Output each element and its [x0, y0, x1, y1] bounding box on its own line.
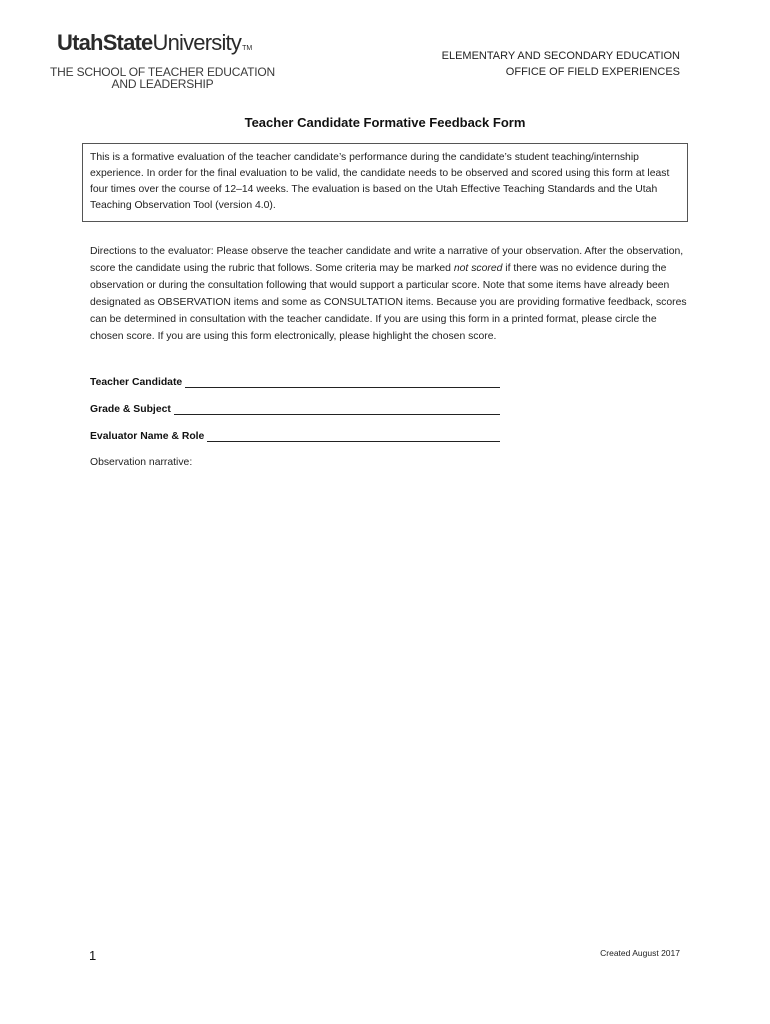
directions-text-part1: Directions to the evaluator: Please observe the teacher candidate and write a narrative of your observation. After the observation, score the candidate using the rubric that follows. Some criteria may be marked	[90, 246, 684, 274]
evaluator-input-line[interactable]	[207, 429, 500, 442]
grade-subject-field	[90, 402, 500, 415]
intro-box: This is a formative evaluation of the teacher candidate’s performance during the candidate’s student teaching/internship experience. In order for the final evaluation to be valid, the candidate needs to be observed and scored using this form at least four times over the course of 12–14 weeks. The evaluation is based on the Utah Effective Teaching Standards and the Utah Teaching Observation Tool (version 4.0).	[82, 143, 688, 222]
logo-school-name	[50, 66, 275, 90]
teacher-candidate-label: Teacher Candidate	[90, 377, 183, 388]
page-number: 1	[89, 948, 97, 963]
header-department: ELEMENTARY AND SECONDARY EDUCATION	[441, 50, 680, 62]
directions-emphasis: not scored	[453, 263, 503, 274]
directions-text-part2: if there was no evidence during the observation or during the consultation following that would support a particular score. Note that some items have already been designated as OBSERVATION items and some as CONSULTATION items. Because you are providing formative feedback, scores can be determined in consultation with the teacher candidate. If you are using this form in a printed format, please circle the chosen score. If you are using this form electronically, please highlight the chosen score.	[90, 263, 687, 342]
header-office-info	[442, 48, 680, 80]
evaluator-field	[90, 429, 500, 442]
usu-logo	[50, 30, 280, 90]
logo-school-line1: THE SCHOOL OF TEACHER EDUCATION	[50, 65, 275, 79]
observation-narrative-label: Observation narrative:	[90, 457, 193, 468]
created-date: Created August 2017	[600, 948, 680, 958]
teacher-candidate-input-line[interactable]	[185, 375, 500, 388]
evaluator-label: Evaluator Name & Role	[90, 431, 205, 442]
teacher-candidate-field	[90, 375, 500, 388]
evaluator-directions	[90, 243, 690, 345]
logo-wordmark-light: University	[152, 30, 242, 55]
grade-subject-label: Grade & Subject	[90, 404, 171, 415]
logo-school-line2: AND LEADERSHIP	[111, 77, 214, 91]
header-office: OFFICE OF FIELD EXPERIENCES	[505, 66, 680, 78]
logo-trademark: TM	[242, 45, 253, 52]
grade-subject-input-line[interactable]	[174, 402, 500, 415]
logo-wordmark	[50, 30, 280, 62]
form-title: Teacher Candidate Formative Feedback Form	[244, 115, 526, 130]
logo-wordmark-bold: UtahState	[57, 30, 153, 55]
